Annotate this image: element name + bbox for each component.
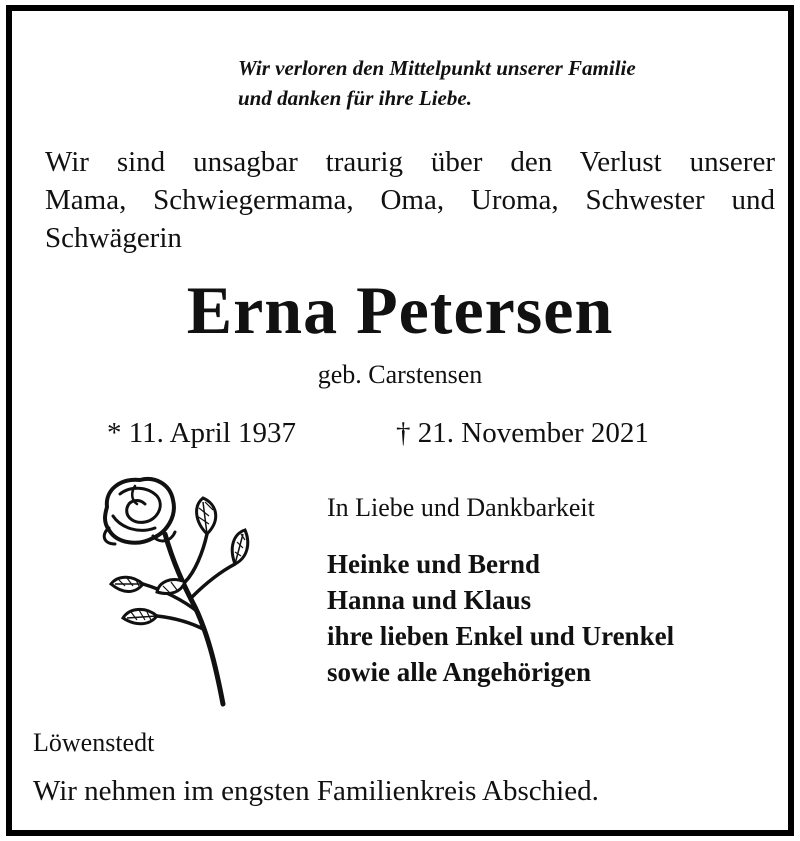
- mourner-name: ihre lieben Enkel und Urenkel: [327, 621, 675, 651]
- mourner-name: Heinke und Bernd: [327, 549, 541, 579]
- birth-name: geb. Carstensen: [317, 360, 483, 389]
- intro-line: Mama, Schwiegermama, Oma, Uroma, Schwester und: [45, 184, 775, 216]
- mourners-list: [327, 546, 674, 690]
- mourner-name: sowie alle Angehörigen: [327, 657, 591, 687]
- mourner-name: Hanna und Klaus: [327, 585, 532, 615]
- intro-text: [45, 143, 775, 257]
- death-date: † 21. November 2021: [396, 417, 649, 449]
- birth-date: * 11. April 1937: [107, 417, 297, 449]
- intro-line: Schwägerin: [45, 222, 182, 254]
- place: Löwenstedt: [33, 728, 155, 757]
- motto: [238, 53, 636, 113]
- farewell-note: Wir nehmen im engsten Familienkreis Abschied.: [33, 775, 599, 807]
- motto-line: Wir verloren den Mittelpunkt unserer Familie: [238, 56, 636, 80]
- rose-icon: [95, 472, 255, 710]
- motto-line: und danken für ihre Liebe.: [238, 86, 472, 110]
- intro-line: Wir sind unsagbar traurig über den Verlust unserer: [45, 146, 775, 178]
- deceased-name: Erna Petersen: [186, 272, 614, 348]
- mourners-intro: In Liebe und Dankbarkeit: [327, 493, 595, 522]
